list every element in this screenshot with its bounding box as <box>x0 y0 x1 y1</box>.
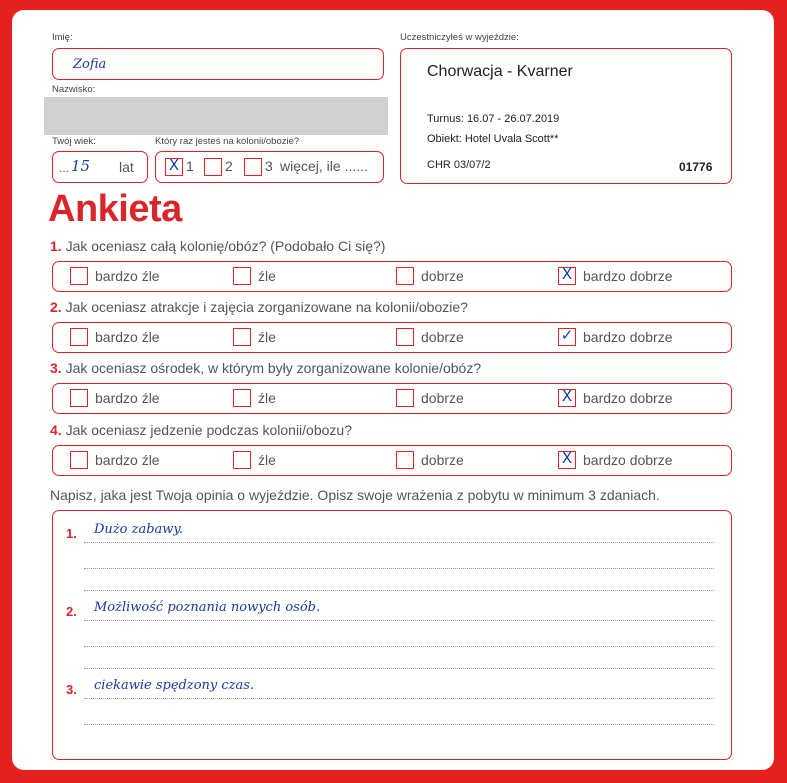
question-label: Jak oceniasz całą kolonię/obóz? (Podobało Ci się?) <box>65 238 386 254</box>
writing-line <box>84 542 714 543</box>
opinion-number: 1. <box>66 526 77 541</box>
answer-checkbox-3[interactable] <box>396 389 414 407</box>
opinion-number: 3. <box>66 682 77 697</box>
answer-checkbox-3[interactable] <box>396 451 414 469</box>
question-3-text <box>50 360 481 376</box>
answer-checkbox-1[interactable] <box>70 389 88 407</box>
answer-label-1: bardzo źle <box>95 329 160 345</box>
wiek-field[interactable] <box>52 151 148 183</box>
answer-checkbox-4[interactable] <box>558 328 576 346</box>
imie-value: Zofia <box>73 57 107 72</box>
wiek-value: 15 <box>71 157 91 175</box>
question-1-text <box>50 238 385 254</box>
answer-checkbox-2[interactable] <box>233 267 251 285</box>
answer-checkbox-3[interactable] <box>396 328 414 346</box>
trip-label: Uczestniczyłeś w wyjeździe: <box>400 32 519 43</box>
writing-line <box>84 568 714 569</box>
answer-label-3: dobrze <box>421 452 464 468</box>
ktory-raz-opt-1: 1 <box>186 158 194 174</box>
answer-label-2: źle <box>258 452 276 468</box>
check-mark-icon: X <box>561 449 573 467</box>
opinion-number: 2. <box>66 604 77 619</box>
opinion-text: Możliwość poznania nowych osób. <box>94 600 321 615</box>
question-label: Jak oceniasz atrakcje i zajęcia zorganizowane na kolonii/obozie? <box>65 299 468 315</box>
ktory-raz-opt-2: 2 <box>225 158 233 174</box>
ktory-raz-checkbox-1[interactable] <box>165 158 183 176</box>
answer-label-1: bardzo źle <box>95 452 160 468</box>
nazwisko-redacted <box>44 97 388 135</box>
question-label: Jak oceniasz ośrodek, w którym były zorganizowane kolonie/obóz? <box>65 360 482 376</box>
opinion-prompt: Napisz, jaka jest Twoja opinia o wyjeździe. Opisz swoje wrażenia z pobytu w minimum 3 zdaniach. <box>50 487 660 503</box>
trip-code: CHR 03/07/2 <box>427 159 491 171</box>
answer-label-4: bardzo dobrze <box>583 390 673 406</box>
writing-line <box>84 620 714 621</box>
answer-checkbox-2[interactable] <box>233 328 251 346</box>
question-label: Jak oceniasz jedzenie podczas kolonii/obozu? <box>65 422 352 438</box>
answer-label-4: bardzo dobrze <box>583 268 673 284</box>
check-mark-icon: ✓ <box>560 326 574 344</box>
writing-line <box>84 724 714 725</box>
imie-field[interactable] <box>52 48 384 80</box>
check-mark-icon: X <box>561 387 573 405</box>
answer-checkbox-4[interactable] <box>558 267 576 285</box>
ktory-raz-field <box>155 151 384 183</box>
writing-line <box>84 668 714 669</box>
answer-checkbox-1[interactable] <box>70 267 88 285</box>
trip-name: Chorwacja - Kvarner <box>427 63 573 80</box>
answer-label-4: bardzo dobrze <box>583 452 673 468</box>
answer-label-3: dobrze <box>421 329 464 345</box>
trip-obiekt: Obiekt: Hotel Uvala Scott** <box>427 133 559 145</box>
writing-line <box>84 646 714 647</box>
answer-checkbox-2[interactable] <box>233 389 251 407</box>
page-title: Ankieta <box>48 188 182 230</box>
answer-checkbox-2[interactable] <box>233 451 251 469</box>
answer-label-2: źle <box>258 268 276 284</box>
answer-label-2: źle <box>258 329 276 345</box>
question-number: 3. <box>50 360 62 376</box>
answer-checkbox-1[interactable] <box>70 451 88 469</box>
answer-label-4: bardzo dobrze <box>583 329 673 345</box>
question-number: 4. <box>50 422 62 438</box>
question-number: 1. <box>50 238 62 254</box>
question-number: 2. <box>50 299 62 315</box>
answer-label-3: dobrze <box>421 268 464 284</box>
imie-label: Imię: <box>52 32 73 43</box>
check-mark-icon: X <box>168 156 180 174</box>
answer-label-1: bardzo źle <box>95 268 160 284</box>
trip-info-box <box>400 48 732 184</box>
nazwisko-label: Nazwisko: <box>52 84 96 95</box>
wiek-label: Twój wiek: <box>52 136 96 147</box>
ktory-raz-checkbox-2[interactable] <box>204 158 222 176</box>
opinion-box[interactable] <box>52 510 732 760</box>
trip-number: 01776 <box>679 160 713 174</box>
answer-label-2: źle <box>258 390 276 406</box>
answer-checkbox-4[interactable] <box>558 451 576 469</box>
answer-label-1: bardzo źle <box>95 390 160 406</box>
question-4-text <box>50 422 352 438</box>
wiek-prefix: ... <box>59 161 70 175</box>
wiek-suffix: lat <box>119 159 134 175</box>
ktory-raz-checkbox-3[interactable] <box>244 158 262 176</box>
check-mark-icon: X <box>561 265 573 283</box>
question-2-text <box>50 299 468 315</box>
ktory-raz-more: więcej, ile ...... <box>280 158 368 174</box>
ktory-raz-opt-3: 3 <box>265 158 273 174</box>
answer-checkbox-3[interactable] <box>396 267 414 285</box>
answer-checkbox-4[interactable] <box>558 389 576 407</box>
answer-checkbox-1[interactable] <box>70 328 88 346</box>
trip-turnus: Turnus: 16.07 - 26.07.2019 <box>427 113 560 125</box>
answer-label-3: dobrze <box>421 390 464 406</box>
opinion-text: Dużo zabawy. <box>94 522 184 537</box>
opinion-text: ciekawie spędzony czas. <box>94 678 255 693</box>
writing-line <box>84 590 714 591</box>
ktory-raz-label: Który raz jesteś na kolonii/obozie? <box>155 136 300 147</box>
writing-line <box>84 698 714 699</box>
